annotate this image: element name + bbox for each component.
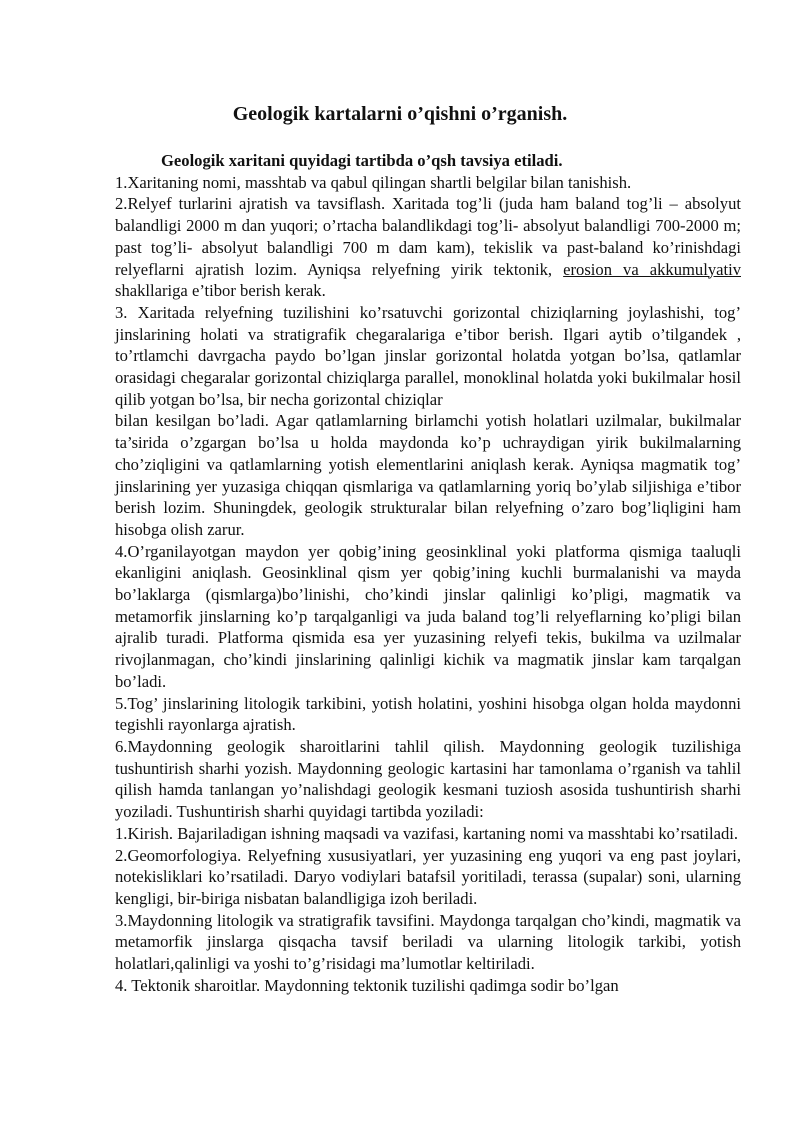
paragraph-item-3b: bilan kesilgan bo’ladi. Agar qatlamlarning birlamchi yotish holatlari uzilmalar, bukilmalar ta’sirida o’zgargan bo’lsa u holda maydonda ko’p uchraydigan yirik bukilmalarning cho’ziqligini va qatlamlarning yotish elementlarini aniqlash kerak. Ayniqsa magmatik tog’ jinslarining yer yuzasiga chiqqan qismlariga va qatlamlarning yoriq bo’ylab siljishiga e’tibor berish lozim. Shuningdek, geologik strukturalar bilan relyefning o’zaro bog’liqligini ham hisobga olish zarur. — [115, 411, 741, 539]
paragraph-item-4: 4.O’rganilayotgan maydon yer qobig’ining geosinklinal yoki platforma qismiga taaluqli ekanligini aniqlash. Geosinklinal qism yer qobig’ining kuchli burmalanishi va mayda bo’laklarga (qismlarga)bo’linishi, cho’kindi jinslar qalinligi ko’pligi, magmatik va metamorfik jinslarning ko’p tarqalganligi va juda baland tog’li relyeflarning ko’pligi bilan ajralib turadi. Platforma qismida esa yer yuzasining relyefi tekis, bukilma va uzilmalar rivojlanmagan, cho’kindi jinslarining qalinligi kichik va magmatik jinslar kam tarqalgan bo’ladi. — [115, 541, 741, 691]
paragraph-item-2-text: 2.Relyef turlarini ajratish va tavsiflash. Xaritada tog’li (juda ham baland tog’li – absolyut balandligi 2000 m dan yuqori; o’rtacha balandlikdagi tog’li- absolyut balandligi 700-2000 m; past tog’li- absolyut balandligi 700 m dam kam), tekislik va past-baland ko’rinishdagi relyeflarni ajratish lozim. Ayniqsa relyefning yirik tektonik, — [115, 194, 741, 279]
paragraph-sub-1: 1.Kirish. Bajariladigan ishning maqsadi va vazifasi, kartaning nomi va masshtabi ko’rsatiladi. — [115, 823, 739, 843]
paragraph-sub-2: 2.Geomorfologiya. Relyefning xususiyatlari, yer yuzasining eng yuqori va eng past joylari, notekisliklari ko’rsatiladi. Daryo vodiylari batafsil yoritiladi, terassa (supalar) soni, ularning kengligi, bir-biriga nisbatan balandligiga izoh beriladi. — [115, 845, 741, 908]
document-body — [115, 150, 741, 996]
paragraph-sub-4: 4. Tektonik sharoitlar. Maydonning tektonik tuzilishi qadimga sodir bo’lgan — [115, 975, 619, 995]
paragraph-item-2 — [115, 193, 741, 302]
paragraph-item-3a: 3. Xaritada relyefning tuzilishini ko’rsatuvchi gorizontal chiziqlarning joylashishi, tog’ jinslarining holati va stratigrafik chegaralariga e’tibor berish. Ilgari aytib o’tilgandek , to’rtlamchi davrgacha paydo bo’lgan jinslar gorizontal holatda yotgan bo’lsa, qatlamlar orasidagi chegaralar gorizontal chiziqlarga parallel, monoklinal holatda yoki bukilmalar hosil qilib yotgan bo’lsa, bir necha gorizontal chiziqlar — [115, 302, 741, 409]
paragraph-sub-3: 3.Maydonning litologik va stratigrafik tavsifini. Maydonga tarqalgan cho’kindi, magmatik va metamorfik jinslarga qisqacha tavsif beriladi va ularning litologik tarkibi, yotish holatlari,qalinligi va yoshi to’g’risidagi ma’lumotlar keltiriladi. — [115, 910, 741, 974]
document-title: Geologik kartalarni o’qishni o’rganish. — [232, 103, 568, 125]
paragraph-item-1: 1.Xaritaning nomi, masshtab va qabul qilingan shartli belgilar bilan tanishish. — [115, 172, 632, 192]
paragraph-item-6: 6.Maydonning geologik sharoitlarini tahlil qilish. Maydonning geologik tuzilishiga tushuntirish sharhi yozish. Maydonning geologic kartasini har tamonlama o’rganish va tahlil qilish hamda tanlangan yo’nalishdagi geologik kesmani tuziosh asosida tushuntirish sharhi yoziladi. Tushuntirish sharhi quyidagi tartibda yoziladi: — [115, 736, 741, 822]
underlined-term: erosion va akkumulyativ — [563, 259, 741, 279]
paragraph-item-2-tail: shakllariga e’tibor berish kerak. — [115, 281, 326, 301]
document-subtitle: Geologik xaritani quyidagi tartibda o’qsh tavsiya etiladi. — [161, 151, 563, 170]
paragraph-item-5: 5.Tog’ jinslarining litologik tarkibini, yotish holatini, yoshini hisobga olgan holda maydonni tegishli rayonlarga ajratish. — [115, 693, 741, 735]
